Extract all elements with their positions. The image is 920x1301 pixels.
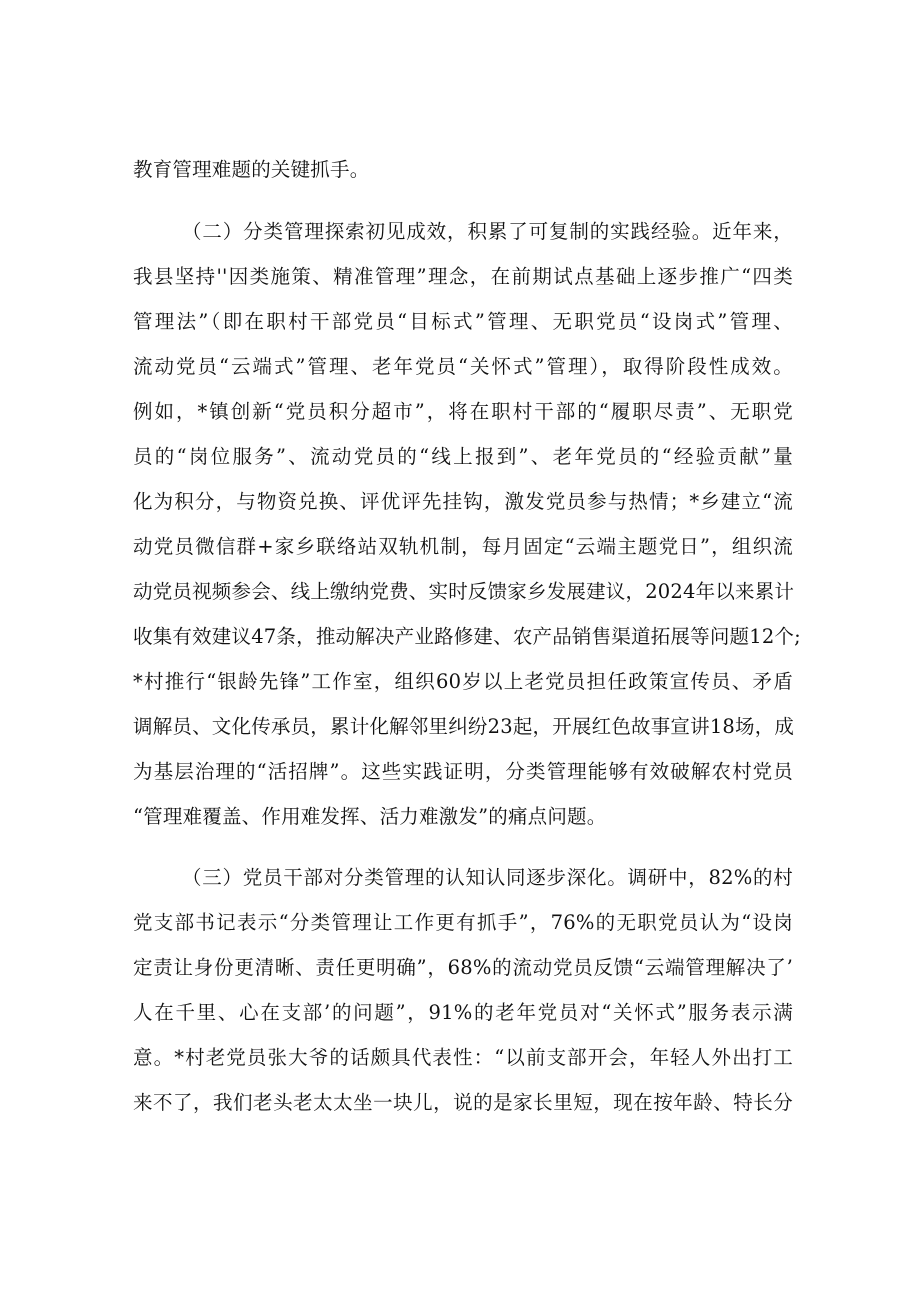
paragraph-1-line-6: 化为积分，与物资兑换、评优评先挂钩，激发党员参与热情；*乡建立“流 <box>133 490 793 513</box>
paragraph-0-line-0: 教育管理难题的关键抓手。 <box>133 158 370 181</box>
paragraph-2-line-3: 人在千里、心在支部’的问题”，91%的老年党员对“关怀式”服务表示满 <box>133 1001 793 1024</box>
paragraph-1-line-7: 动党员微信群+家乡联络站双轨机制，每月固定“云端主题党日”，组织流 <box>133 535 793 558</box>
paragraph-2-line-2: 定责让身份更清晰、责任更明确”，68%的流动党员反馈“云端管理解决了’ <box>133 956 793 979</box>
paragraph-1-line-5: 员的“岗位服务”、流动党员的“线上报到”、老年党员的“经验贡献”量 <box>133 445 793 468</box>
paragraph-2-line-0: （三）党员干部对分类管理的认知认同逐步深化。调研中，82%的村 <box>182 866 793 889</box>
paragraph-1-line-4: 例如，*镇创新“党员积分超市”，将在职村干部的“履职尽责”、无职党 <box>133 400 793 423</box>
paragraph-1-line-8: 动党员视频参会、线上缴纳党费、实时反馈家乡发展建议，2024年以来累计 <box>133 580 795 603</box>
paragraph-1-line-2: 管理法”（即在职村干部党员“目标式”管理、无职党员“设岗式”管理、 <box>133 310 793 333</box>
paragraph-2-line-1: 党支部书记表示“分类管理让工作更有抓手”，76%的无职党员认为“设岗 <box>133 911 793 934</box>
paragraph-2-line-4: 意。*村老党员张大爷的话颇具代表性：“以前支部开会，年轻人外出打工 <box>133 1046 793 1069</box>
paragraph-1-line-12: 为基层治理的“活招牌”。这些实践证明，分类管理能够有效破解农村党员 <box>133 760 793 783</box>
paragraph-1-line-3: 流动党员“云端式”管理、老年党员“关怀式”管理），取得阶段性成效。 <box>133 355 793 378</box>
paragraph-1-line-0: （二）分类管理探索初见成效，积累了可复制的实践经验。近年来， <box>182 220 793 243</box>
paragraph-2-line-5: 来不了，我们老头老太太坐一块儿，说的是家长里短，现在按年龄、特长分 <box>133 1091 793 1114</box>
paragraph-1-line-9: 收集有效建议47条，推动解决产业路修建、农产品销售渠道拓展等问题12个; <box>133 625 801 648</box>
paragraph-1-line-1: 我县坚持''因类施策、精准管理”理念，在前期试点基础上逐步推广“四类 <box>133 265 793 288</box>
paragraph-1-line-13: “管理难覆盖、作用难发挥、活力难激发”的痛点问题。 <box>133 805 607 828</box>
paragraph-1-line-11: 调解员、文化传承员，累计化解邻里纠纷23起，开展红色故事宣讲18场，成 <box>133 715 795 738</box>
paragraph-1-line-10: *村推行“银龄先锋”工作室，组织60岁以上老党员担任政策宣传员、矛盾 <box>133 670 793 693</box>
